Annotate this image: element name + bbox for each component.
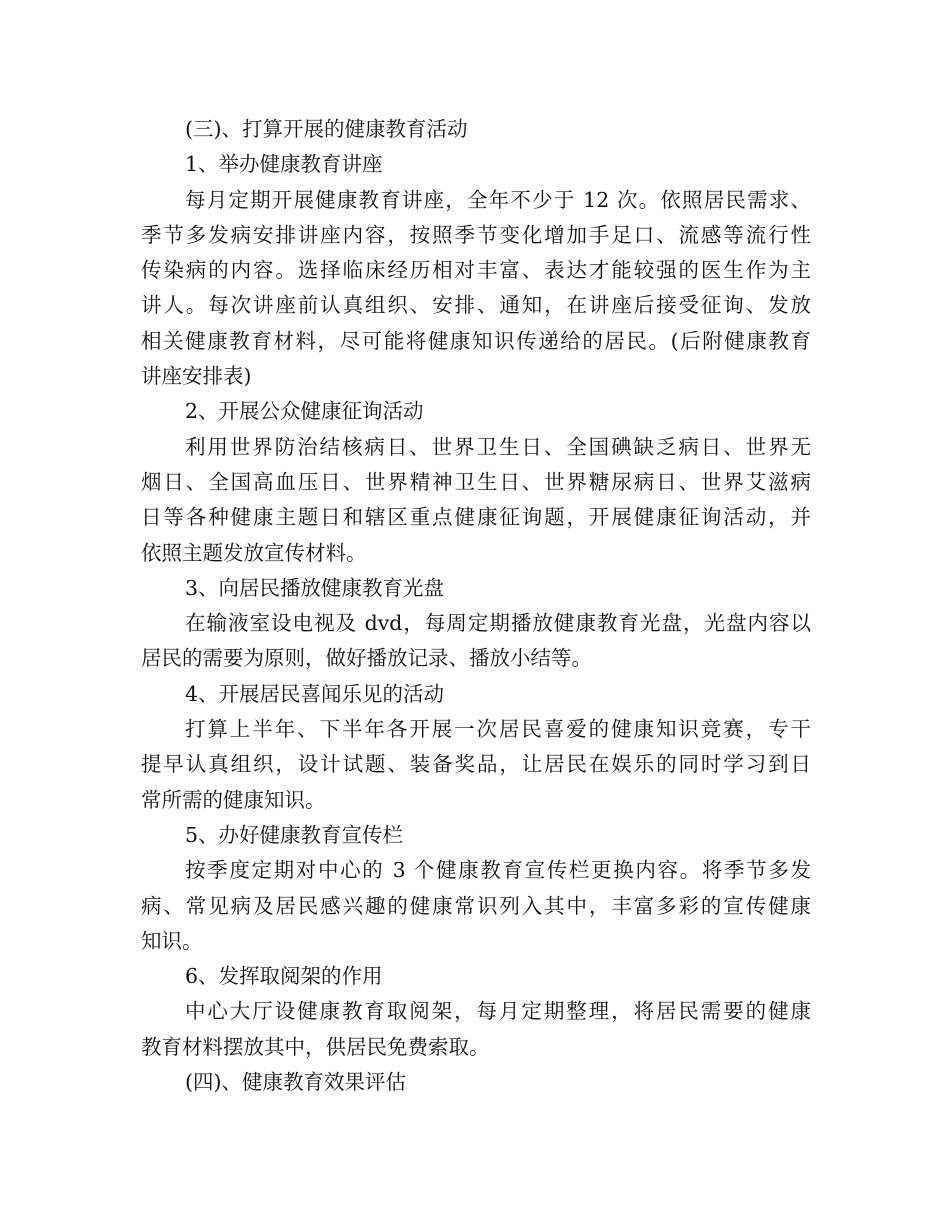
- paragraph-line: 每月定期开展健康教育讲座，全年不少于 12 次。依照居民需求、: [185, 187, 811, 212]
- paragraph-line: 日等各种健康主题日和辖区重点健康征询题，开展健康征询活动，并: [141, 505, 811, 530]
- paragraph-line: 传染病的内容。选择临床经历相对丰富、表达才能较强的医生作为主: [141, 258, 811, 283]
- paragraph-line: 讲座安排表): [141, 364, 252, 389]
- paragraph-line: 提早认真组织，设计试题、装备奖品，让居民在娱乐的同时学习到日: [141, 752, 811, 777]
- paragraph-line: 知识。: [141, 928, 203, 953]
- item-heading: 2、开展公众健康征询活动: [185, 399, 424, 424]
- paragraph-line: 教育材料摆放其中，供居民免费索取。: [141, 1034, 490, 1059]
- section-heading: (四)、健康教育效果评估: [185, 1070, 406, 1095]
- item-heading: 4、开展居民喜闻乐见的活动: [185, 681, 445, 706]
- paragraph-line: 打算上半年、下半年各开展一次居民喜爱的健康知识竞赛，专干: [185, 717, 811, 742]
- paragraph-line: 常所需的健康知识。: [141, 787, 326, 812]
- paragraph-line: 居民的需要为原则，做好播放记录、播放小结等。: [141, 646, 592, 671]
- document-body: [141, 112, 811, 1100]
- section-heading: (三)、打算开展的健康教育活动: [185, 117, 468, 141]
- paragraph-line: 利用世界防治结核病日、世界卫生日、全国碘缺乏病日、世界无: [185, 434, 811, 459]
- paragraph-line: 病、常见病及居民感兴趣的健康常识列入其中，丰富多彩的宣传健康: [141, 893, 811, 918]
- paragraph-line: 相关健康教育材料，尽可能将健康知识传递给的居民。(后附健康教育: [141, 328, 811, 353]
- paragraph-line: 讲人。每次讲座前认真组织、安排、通知，在讲座后接受征询、发放: [141, 293, 811, 318]
- paragraph-line: 季节多发病安排讲座内容，按照季节变化增加手足口、流感等流行性: [141, 222, 811, 247]
- item-heading: 6、发挥取阅架的作用: [185, 964, 383, 989]
- paragraph-line: 按季度定期对中心的 3 个健康教育宣传栏更换内容。将季节多发: [185, 858, 811, 883]
- paragraph-line: 烟日、全国高血压日、世界精神卫生日、世界糖尿病日、世界艾滋病: [141, 469, 811, 494]
- paragraph-line: 在输液室设电视及 dvd，每周定期播放健康教育光盘，光盘内容以: [185, 611, 811, 636]
- paragraph-line: 依照主题发放宣传材料。: [141, 540, 367, 565]
- item-heading: 5、办好健康教育宣传栏: [185, 822, 404, 847]
- paragraph-line: 中心大厅设健康教育取阅架，每月定期整理，将居民需要的健康: [185, 999, 811, 1024]
- item-heading: 3、向居民播放健康教育光盘: [185, 575, 445, 600]
- item-heading: 1、举办健康教育讲座: [185, 152, 383, 177]
